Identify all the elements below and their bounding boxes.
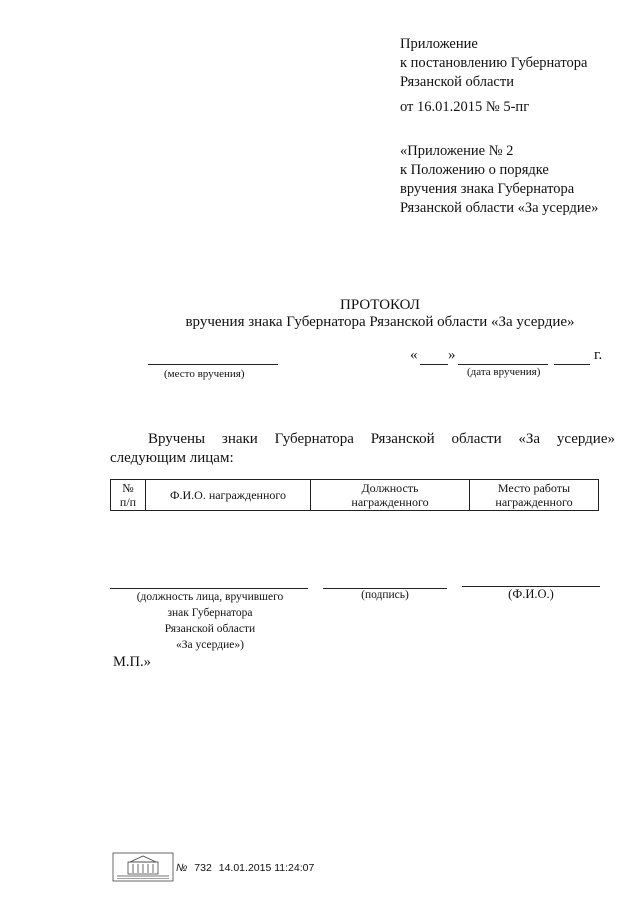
header-workplace-line2: награжденного bbox=[495, 495, 573, 509]
date-label: (дата вручения) bbox=[467, 366, 541, 378]
date-open-quote: « bbox=[410, 347, 418, 363]
building-stamp-icon bbox=[112, 852, 174, 882]
place-label: (место вручения) bbox=[164, 368, 245, 380]
seal-place-mark: М.П.» bbox=[113, 654, 151, 670]
intro-text: Вручены знаки Губернатора Рязанской области «За усердие» следующим лицам: bbox=[110, 431, 615, 466]
appendix-block bbox=[400, 142, 598, 218]
header-line-2: к постановлению Губернатора bbox=[400, 55, 588, 71]
header-fio: Ф.И.О. награжденного bbox=[146, 480, 311, 511]
appendix-line-3: вручения знака Губернатора bbox=[400, 181, 575, 197]
date-day-line bbox=[420, 364, 448, 365]
date-year-suffix: г. bbox=[594, 347, 603, 363]
reg-number: 732 bbox=[194, 862, 212, 874]
appendix-line-2: к Положению о порядке bbox=[400, 162, 549, 178]
header-number-line2: п/п bbox=[119, 495, 137, 509]
document-title: ПРОТОКОЛ bbox=[340, 297, 420, 313]
position-label-line1: (должность лица, вручившего bbox=[136, 591, 284, 603]
place-line bbox=[148, 364, 278, 365]
header-position-line2: награжденного bbox=[351, 495, 429, 509]
header-number-line1: № bbox=[122, 481, 134, 495]
table-header-row bbox=[111, 480, 599, 511]
reg-number-prefix: № bbox=[176, 862, 188, 874]
signature-label: (подпись) bbox=[361, 589, 409, 601]
appendix-line-1: «Приложение № 2 bbox=[400, 143, 514, 159]
reg-datetime: 14.01.2015 11:24:07 bbox=[218, 862, 315, 874]
position-label-line4: «За усердие») bbox=[176, 639, 244, 651]
header-position bbox=[311, 480, 470, 511]
header-number bbox=[111, 480, 146, 511]
date-year-line bbox=[554, 364, 590, 365]
position-sig-label bbox=[100, 589, 320, 653]
date-close-quote: » bbox=[448, 347, 456, 363]
header-workplace bbox=[470, 480, 599, 511]
position-label-line3: Рязанской области bbox=[164, 623, 256, 635]
header-block bbox=[400, 35, 587, 117]
header-position-line1: Должность bbox=[361, 481, 419, 495]
header-line-3: Рязанской области bbox=[400, 74, 514, 90]
fio-label: (Ф.И.О.) bbox=[508, 587, 554, 601]
government-building-stamp bbox=[112, 852, 174, 882]
header-workplace-line1: Место работы bbox=[497, 481, 571, 495]
position-label-line2: знак Губернатора bbox=[167, 607, 253, 619]
registration-info bbox=[176, 862, 314, 874]
awards-table bbox=[110, 479, 599, 511]
appendix-line-4: Рязанской области «За усердие» bbox=[400, 200, 599, 216]
header-line-4: от 16.01.2015 № 5-пг bbox=[400, 99, 530, 115]
date-month-line bbox=[458, 364, 548, 365]
header-line-1: Приложение bbox=[400, 36, 478, 52]
document-subtitle: вручения знака Губернатора Рязанской области «За усердие» bbox=[185, 314, 575, 330]
